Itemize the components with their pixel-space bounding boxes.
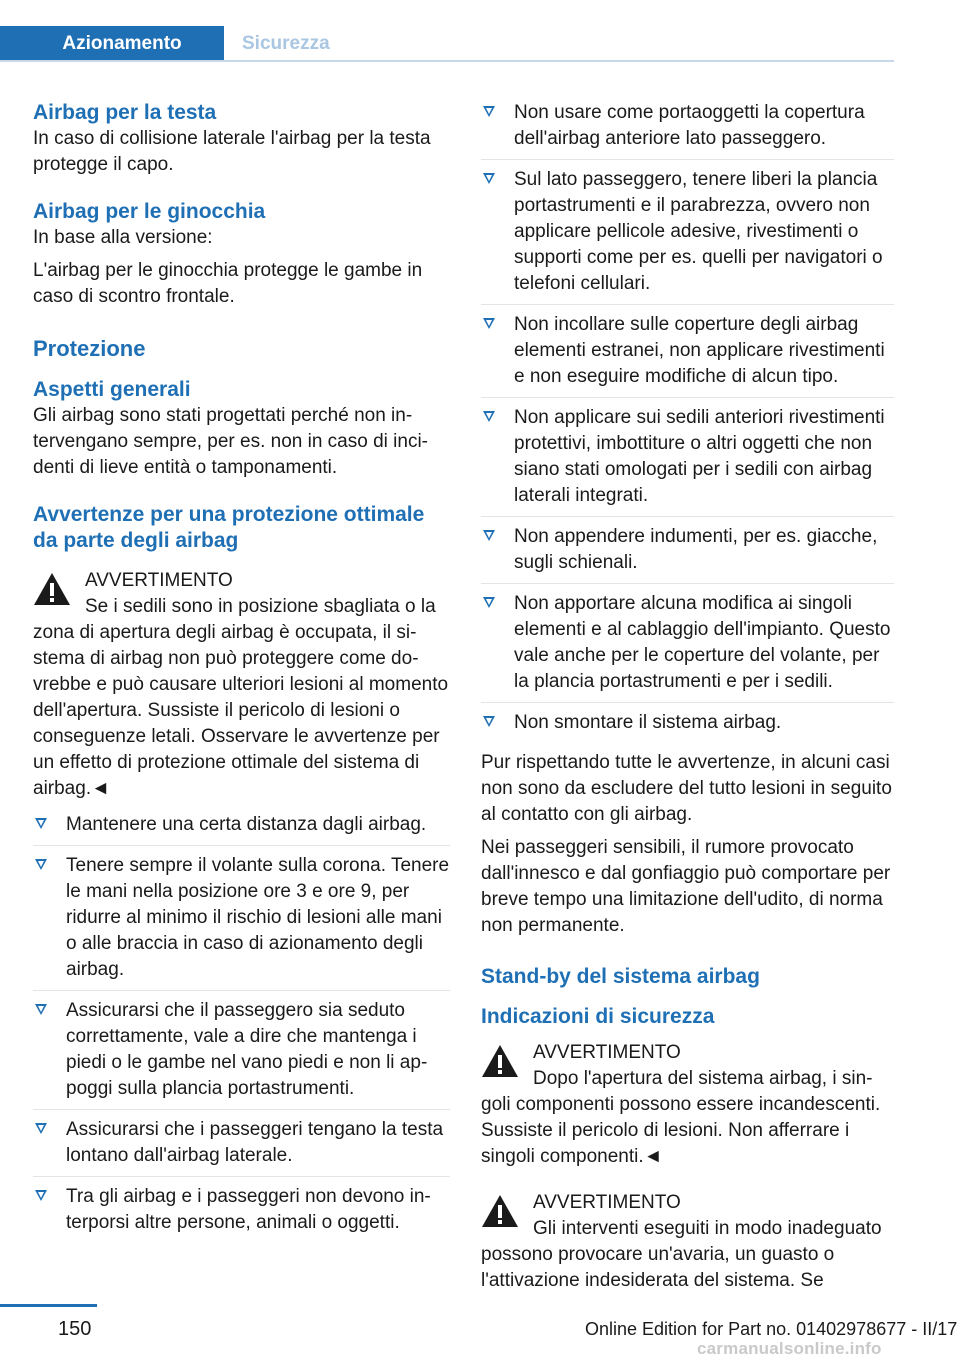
heading-airbag-testa: Airbag per la testa (33, 101, 217, 124)
list-item: Non smontare il sistema airbag. (481, 710, 894, 743)
bullet-triangle-icon (483, 318, 495, 329)
heading-standby-airbag: Stand-by del sistema airbag (481, 965, 760, 988)
footer-rule (0, 1304, 97, 1307)
text-ginocchia-versione: In base alla versione: (33, 227, 213, 248)
bullet-triangle-icon (483, 106, 495, 117)
bullet-triangle-icon (483, 173, 495, 184)
tab-azionamento[interactable]: Azionamento (0, 26, 224, 62)
bullet-triangle-icon (35, 1123, 47, 1134)
watermark: carmanualsonline.info (697, 1339, 882, 1358)
text-aspetti-generali: Gli airbag sono stati progettati perché non intervengano sempre, per es. non in caso di incidenti di lieve entità o tamponamenti. (33, 405, 428, 478)
edition-info: Online Edition for Part no. 01402978677 - II/17 (585, 1319, 958, 1339)
list-item: Tra gli airbag e i passeggeri non devono interporsi altre persone, animali o oggetti. (33, 1184, 450, 1243)
bullet-list-right (481, 100, 894, 743)
list-item: Non usare come portaoggetti la copertura dell'airbag anteriore lato passeggero. (481, 100, 894, 160)
heading-aspetti-generali: Aspetti generali (33, 378, 191, 401)
header-rule (0, 60, 894, 62)
right-column (481, 100, 894, 1304)
list-item: Non appendere indumenti, per es. giacche, sugli schienali. (481, 524, 894, 584)
tab-sicurezza[interactable]: Sicurezza (242, 33, 330, 54)
bullet-triangle-icon (483, 411, 495, 422)
section-tabs (0, 0, 894, 62)
warning-icon (33, 572, 71, 606)
warning-icon (481, 1044, 519, 1078)
list-item: Assicurarsi che i passeggeri tengano la testa lontano dall'airbag laterale. (33, 1117, 450, 1177)
warning-text: Se i sedili sono in posizione sbagliata o la zona di apertura degli airbag è occupata, il sistema di airbag non può proteggere come dovrebbe e può causare ulteriori lesioni al momento dell'apertura. Sussiste il pericolo di lesioni o conseguenze letali. Osservare le avvertenze per un effetto di protezione ottimale del sistema di airbag.◄ (33, 596, 449, 799)
bullet-triangle-icon (483, 716, 495, 727)
text-avvertenze-contatto: Pur rispettando tutte le avvertenze, in alcuni casi non sono da escludere del tutto lesioni in seguito al contatto con gli airbag. (481, 752, 892, 825)
text-ginocchia-descr: L'airbag per le ginocchia protegge le gambe in caso di scontro frontale. (33, 260, 423, 307)
bullet-triangle-icon (35, 1004, 47, 1015)
warning-text: Dopo l'apertura del sistema airbag, i singoli componenti possono essere incandescenti. Sussiste il pericolo di lesioni. Non afferrare i singoli componenti.◄ (481, 1068, 881, 1167)
heading-airbag-ginocchia: Airbag per le ginocchia (33, 200, 266, 223)
warning-title: AVVERTIMENTO (533, 1192, 681, 1213)
list-item: Mantenere una certa distanza dagli airbag. (33, 812, 450, 846)
text-airbag-testa: In caso di collisione laterale l'airbag per la testa protegge il capo. (33, 128, 431, 175)
bullet-triangle-icon (483, 597, 495, 608)
list-item: Non apportare alcuna modifica ai singoli elementi e al cablaggio dell'impianto. Questo vale anche per le coperture del volante, per la plancia portastrumenti e per i sedili. (481, 591, 894, 703)
bullet-triangle-icon (35, 1190, 47, 1201)
list-item: Non applicare sui sedili anteriori rivestimenti protettivi, imbottiture o altri oggetti che non siano stati omologati per i sedili con airbag laterali integrati. (481, 405, 894, 517)
warning-title: AVVERTIMENTO (85, 570, 233, 591)
warning-title: AVVERTIMENTO (533, 1042, 681, 1063)
heading-indicazioni-sicurezza: Indicazioni di sicurezza (481, 1005, 715, 1028)
heading-avvertenze: Avvertenze per una protezione ottimale da parte degli airbag (33, 503, 425, 552)
warning-text: Gli interventi eseguiti in modo inadeguato possono provocare un'avaria, un guasto o l'attivazione indesiderata del sistema. Se (481, 1218, 882, 1291)
list-item: Tenere sempre il volante sulla corona. Tenere le mani nella posizione ore 3 e ore 9, per ridurre al minimo il rischio di lesioni alle mani o alle braccia in caso di azionamento degli airbag. (33, 853, 450, 991)
list-item: Non incollare sulle coperture degli airbag elementi estranei, non applicare rivestimenti e non eseguire modifiche di alcun tipo. (481, 312, 894, 398)
left-column (33, 100, 450, 1250)
text-passeggeri-sensibili: Nei passeggeri sensibili, il rumore provocato dall'innesco e dal gonfiaggio può comportare per breve tempo una limitazione dell'udito, di norma non permanente. (481, 837, 891, 936)
warning-block (33, 568, 450, 802)
bullet-triangle-icon (483, 530, 495, 541)
bullet-triangle-icon (35, 818, 47, 829)
warning-icon (481, 1194, 519, 1228)
list-item: Assicurarsi che il passeggero sia seduto correttamente, vale a dire che mantenga i piedi o le gambe nel vano piedi e non li appoggi sulla plancia portastrumenti. (33, 998, 450, 1110)
warning-block (481, 1040, 894, 1170)
warning-block (481, 1190, 894, 1294)
page-number: 150 (58, 1318, 92, 1340)
bullet-triangle-icon (35, 859, 47, 870)
bullet-list-left (33, 812, 450, 1243)
heading-protezione: Protezione (33, 336, 146, 361)
list-item: Sul lato passeggero, tenere liberi la plancia portastrumenti e il parabrezza, ovvero non applicare pellicole adesive, rivestimenti o supporti come per es. quelli per navigatori o telefoni cellulari. (481, 167, 894, 305)
